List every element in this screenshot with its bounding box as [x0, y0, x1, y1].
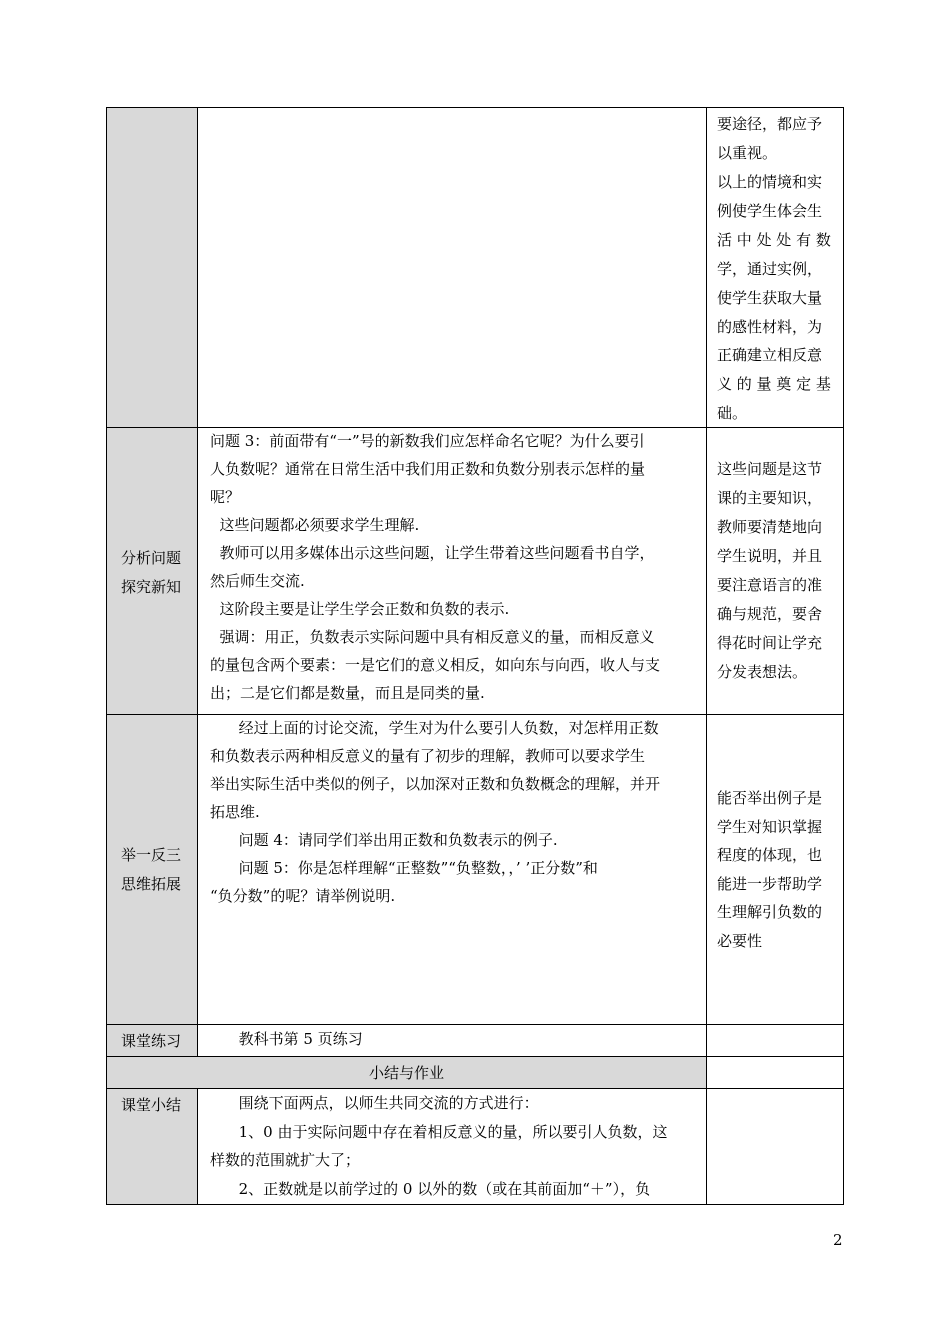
analysis-content-line: 这些问题都必须要求学生理解.: [210, 516, 420, 534]
practice-content-cell: [197, 1024, 707, 1057]
practice-label-cell: [106, 1024, 198, 1057]
continued-note-line: 学，通过实例，: [717, 260, 823, 278]
practice-content: 教科书第 5 页练习: [210, 1030, 363, 1048]
analysis-note-line: 分发表想法。: [717, 663, 808, 681]
summary-content-line: 样数的范围就扩大了；: [210, 1151, 361, 1169]
analysis-label-line: 分析问题: [121, 549, 182, 567]
summary-label-cell: [106, 1088, 198, 1205]
page-number: 2: [833, 1231, 843, 1249]
analysis-content-line: 教师可以用多媒体出示这些问题，让学生带着这些问题看书自学，: [210, 544, 655, 562]
extension-content-cell: [197, 714, 707, 1025]
continued-note-line: 的感性材料，为: [717, 318, 823, 336]
extension-note-line: 生理解引负数的: [717, 903, 823, 921]
continued-note-line: 要途径，都应予: [717, 115, 823, 133]
summary-content-line: 2、正数就是以前学过的 0 以外的数（或在其前面加“＋”），负: [210, 1180, 651, 1198]
analysis-content-line: 问题 3：前面带有“一”号的新数我们应怎样命名它呢？为什么要引: [210, 432, 645, 450]
analysis-note-line: 学生说明，并且: [717, 547, 823, 565]
extension-note-line: 必要性: [717, 932, 763, 950]
summary-content-line: 1、0 由于实际问题中存在着相反意义的量，所以要引人负数，这: [210, 1123, 668, 1141]
extension-label-line: 举一反三: [121, 846, 182, 864]
summary-note-cell: [706, 1088, 844, 1205]
extension-note-line: 学生对知识掌握: [717, 818, 823, 836]
continued-note-line: 以重视。: [717, 144, 778, 162]
extension-content-line: “负分数”的呢？请举例说明.: [210, 887, 396, 905]
extension-content-line: 和负数表示两种相反意义的量有了初步的理解，教师可以要求学生: [210, 747, 646, 765]
continued-note-line: 础。: [717, 404, 748, 422]
summary-header-note-cell: [706, 1056, 844, 1089]
analysis-note-cell: [706, 427, 844, 715]
continued-note-line: 正确建立相反意: [717, 346, 823, 364]
analysis-note-line: 这些问题是这节: [717, 460, 823, 478]
analysis-note-line: 确与规范，要舍: [717, 605, 823, 623]
summary-header-cell: [106, 1056, 707, 1089]
analysis-content-line: 出；二是它们都是数量，而且是同类的量.: [210, 684, 485, 702]
analysis-content-line: 强调：用正，负数表示实际问题中具有相反意义的量，而相反意义: [210, 628, 655, 646]
continued-note-line: 使学生获取大量: [717, 289, 823, 307]
continued-note-cell: [706, 107, 844, 428]
summary-content-cell: [197, 1088, 707, 1205]
extension-note-line: 能进一步帮助学: [717, 875, 823, 893]
summary-header-label: 小结与作业: [368, 1064, 444, 1082]
analysis-content-cell: [197, 427, 707, 715]
continued-label-cell: [106, 107, 198, 428]
analysis-note-line: 教师要清楚地向: [717, 518, 823, 536]
extension-note-line: 能否举出例子是: [717, 789, 823, 807]
summary-label: 课堂小结: [121, 1096, 182, 1114]
continued-note-line: 例使学生体会生: [717, 202, 823, 220]
continued-note-line: 活 中 处 处 有 数: [717, 231, 831, 249]
extension-content-line: 问题 4：请同学们举出用正数和负数表示的例子.: [210, 831, 558, 849]
practice-note-cell: [706, 1024, 844, 1057]
continued-content-cell: [197, 107, 707, 428]
extension-note-cell: [706, 714, 844, 1025]
analysis-content-line: 人负数呢？通常在日常生活中我们用正数和负数分别表示怎样的量: [210, 460, 646, 478]
extension-content-line: 问题 5：你是怎样理解“正整数”“负整数，，’ ’正分数”和: [210, 859, 598, 877]
analysis-label-line: 探究新知: [121, 578, 182, 596]
extension-content-line: 举出实际生活中类似的例子，以加深对正数和负数概念的理解，并开: [210, 775, 661, 793]
analysis-note-line: 要注意语言的准: [717, 576, 823, 594]
analysis-content-line: 呢？: [210, 488, 241, 506]
analysis-content-line: 这阶段主要是让学生学会正数和负数的表示.: [210, 600, 510, 618]
extension-label-cell: [106, 714, 198, 1025]
extension-note-line: 程度的体现，也: [717, 846, 823, 864]
analysis-content-line: 然后师生交流.: [210, 572, 305, 590]
analysis-label-cell: [106, 427, 198, 715]
extension-content-line: 拓思维.: [210, 803, 260, 821]
extension-content-line: 经过上面的讨论交流，学生对为什么要引人负数，对怎样用正数: [210, 719, 659, 737]
analysis-note-line: 得花时间让学充: [717, 634, 823, 652]
extension-label-line: 思维拓展: [121, 875, 182, 893]
practice-label: 课堂练习: [121, 1032, 182, 1050]
analysis-note-line: 课的主要知识，: [717, 489, 823, 507]
continued-note-line: 以上的情境和实: [717, 173, 823, 191]
summary-content-line: 围绕下面两点，以师生共同交流的方式进行：: [210, 1094, 539, 1112]
analysis-content-line: 的量包含两个要素：一是它们的意义相反，如向东与向西，收人与支: [210, 656, 661, 674]
continued-note-line: 义 的 量 奠 定 基: [717, 375, 831, 393]
